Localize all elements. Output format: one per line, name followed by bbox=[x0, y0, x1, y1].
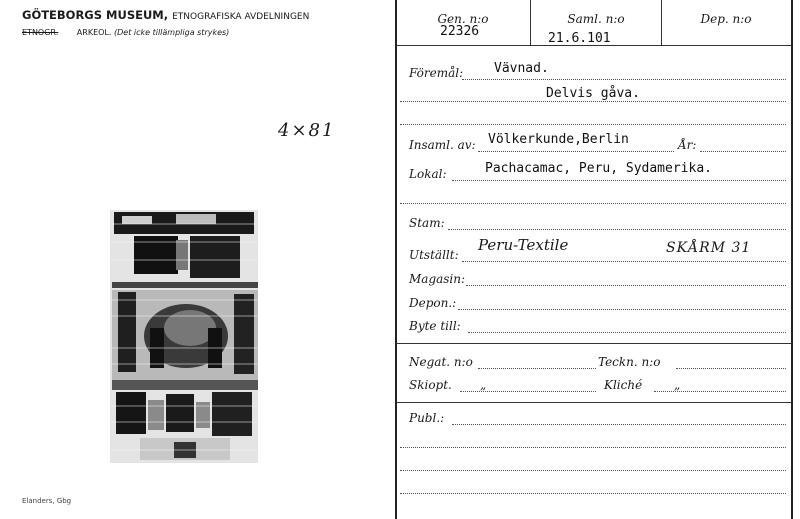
dep-no-label: Dep. n:o bbox=[700, 12, 752, 26]
kliche-label: Kliché bbox=[604, 378, 643, 392]
arkeol-section: ARKEOL. bbox=[76, 28, 112, 37]
byte-label: Byte till: bbox=[409, 319, 461, 333]
teckn-line bbox=[676, 368, 786, 369]
publ-line-3 bbox=[400, 470, 786, 471]
stam-line bbox=[448, 229, 786, 230]
skiopt-ditto: „ bbox=[480, 378, 487, 392]
negat-label: Negat. n:o bbox=[409, 355, 473, 369]
foremal-value-2: Delvis gåva. bbox=[546, 86, 640, 101]
section-divider bbox=[396, 343, 791, 344]
insaml-value: Völkerkunde,Berlin bbox=[488, 132, 629, 147]
depon-label: Depon.: bbox=[409, 296, 457, 310]
gen-no-label: Gen. n:o bbox=[437, 12, 489, 26]
publ-line-1 bbox=[452, 424, 786, 425]
handwritten-size-note: 4×81 bbox=[278, 120, 336, 141]
section-line bbox=[22, 28, 229, 37]
textile-photo bbox=[110, 210, 258, 463]
lokal-line-2 bbox=[400, 203, 786, 204]
publ-label: Publ.: bbox=[409, 411, 445, 425]
byte-line bbox=[468, 332, 786, 333]
magasin-label: Magasin: bbox=[409, 272, 466, 286]
foremal-value: Vävnad. bbox=[494, 61, 549, 76]
card-right-border bbox=[791, 0, 793, 519]
museum-header bbox=[22, 8, 309, 22]
skiopt-line bbox=[460, 391, 596, 392]
publ-divider bbox=[396, 402, 791, 403]
utstallt-line bbox=[462, 261, 786, 262]
utstallt-label: Utställt: bbox=[409, 248, 459, 262]
kliche-line bbox=[654, 391, 786, 392]
publ-line-2 bbox=[400, 447, 786, 448]
skiopt-label: Skiopt. bbox=[409, 378, 452, 392]
gen-no-value: 22326 bbox=[440, 24, 480, 39]
foremal-label: Föremål: bbox=[409, 66, 464, 80]
negat-line bbox=[478, 368, 596, 369]
foremal-line-3 bbox=[400, 124, 786, 125]
card-left-border bbox=[395, 0, 397, 519]
utstallt-value: Peru-Textile bbox=[478, 236, 569, 254]
foremal-line bbox=[462, 79, 786, 80]
insaml-label: Insaml. av: bbox=[409, 138, 476, 152]
struck-section: ETNOGR. bbox=[22, 28, 59, 37]
museum-name: GÖTEBORGS MUSEUM, bbox=[22, 8, 169, 22]
teckn-label: Teckn. n:o bbox=[598, 355, 661, 369]
magasin-line bbox=[466, 285, 786, 286]
lokal-label: Lokal: bbox=[409, 167, 447, 181]
insaml-line bbox=[478, 151, 674, 152]
foremal-line-2 bbox=[400, 101, 786, 102]
lokal-value: Pachacamac, Peru, Sydamerika. bbox=[485, 161, 712, 176]
saml-no-label: Saml. n:o bbox=[567, 12, 625, 26]
lokal-line bbox=[452, 180, 786, 181]
strike-note: (Det icke tillämpliga strykes) bbox=[113, 28, 230, 37]
printer-credit: Elanders, Gbg bbox=[22, 497, 72, 505]
utstallt-place: SKÅRM 31 bbox=[666, 240, 752, 256]
depon-line bbox=[458, 309, 786, 310]
stam-label: Stam: bbox=[409, 216, 445, 230]
publ-line-4 bbox=[400, 493, 786, 494]
ar-line bbox=[700, 151, 786, 152]
saml-no-value: 21.6.101 bbox=[548, 31, 611, 46]
ar-label: År: bbox=[678, 138, 697, 152]
department-name: ETNOGRAFISKA AVDELNINGEN bbox=[172, 12, 310, 22]
kliche-ditto: „ bbox=[674, 378, 681, 392]
